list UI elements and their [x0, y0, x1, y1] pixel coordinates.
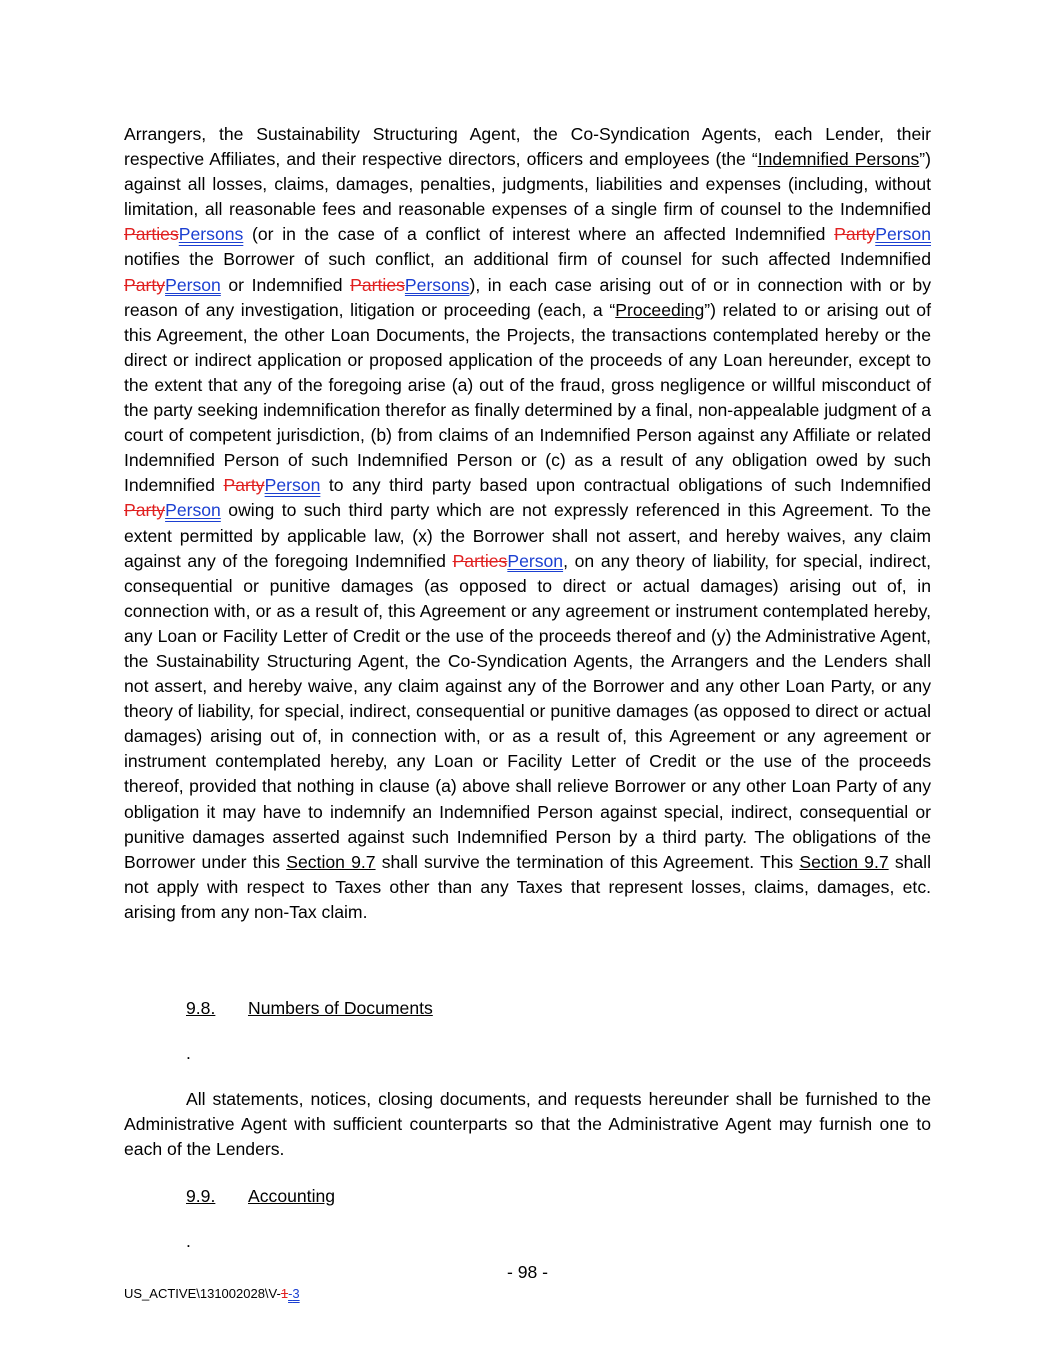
body-text: Arrangers, the Sustainability Structuring Agent, the Co-Syndication Agents, each Lender, their respective Affiliates, and their respective directors, officers and employees (the “ [124, 124, 931, 170]
inserted-text: Person [264, 475, 321, 496]
inserted-text: Person [507, 550, 564, 571]
body-text: (or in the case of a conflict of interest where an affected Indemnified [243, 224, 835, 245]
body-text: owing to such third party which are not expressly referenced in this Agreement. To the extent permitted by applicable law, (x) the Borrower shall not assert, and hereby waives, any claim against any of the foregoing Indemnified [124, 500, 931, 571]
document-id-footer [124, 1286, 300, 1301]
indemnification-paragraph [124, 122, 931, 925]
inserted-text: Person [165, 500, 221, 521]
defined-term: Proceeding [615, 299, 705, 320]
doc-id-dash: - [288, 1286, 293, 1301]
body-text: shall survive the termination of this Agreement. This [375, 851, 800, 872]
defined-term: Section 9.7 [286, 851, 376, 872]
documents-paragraph: All statements, notices, closing documents, and requests hereunder shall be furnished to the Administrative Agent with sufficient counterparts so that the Administrative Agent may furnish one to each of the Lenders. [124, 1089, 931, 1160]
deleted-text: Parties [124, 224, 179, 245]
inserted-text: Person [875, 224, 931, 245]
page-number: - 98 - [506, 1262, 549, 1282]
body-text: ”) related to or arising out of this Agreement, the other Loan Documents, the Projects, the transactions contemplated hereby or the direct or indirect application or proposed application of the proceeds of any Loan hereunder, except to the extent that any of the foregoing arise (a) out of the fraud, gross negligence or willful misconduct of the party seeking indemnification therefor as finally determined by a final, non-appealable judgment of a court of competent jurisdiction, (b) from claims of an Indemnified Person against any Affiliate or related Indemnified Person of such Indemnified Person or (c) as a result of any obligation owed by such Indemnified [124, 299, 931, 496]
defined-term: Indemnified Persons [757, 149, 920, 170]
deleted-text: Party [124, 274, 166, 295]
deleted-text: Party [124, 500, 166, 521]
body-text: ”) against all losses, claims, damages, penalties, judgments, liabilities and expenses (including, without limitation, all reasonable fees and reasonable expenses of a single firm of counsel to the Indemnified [124, 149, 932, 220]
deleted-text: Parties [350, 274, 405, 295]
doc-id-prefix: US_ACTIVE\131002028\V- [124, 1286, 281, 1301]
section-title: Accounting [248, 1186, 336, 1206]
body-text: , on any theory of liability, for special, indirect, consequential or punitive damages (as opposed to direct or actual damages) arising out of, in connection with, or as a result of, this Agreement or any agreement or instrument contemplated hereby, any Loan or Facility Letter of Credit or the use of the proceeds thereof and (y) the Administrative Agent, the Sustainability Structuring Agent, the Co-Syndication Agents, the Arrangers and the Lenders shall not assert, and hereby waive, any claim against any of the Borrower and any other Loan Party, or any theory of liability, for special, indirect, consequential or punitive damages (as opposed to direct or actual damages) arising out of, in connection with, or as a result of, this Agreement or any agreement or instrument contemplated hereby, any Loan or Facility Letter of Credit or the use of the proceeds thereof, provided that nothing in clause (a) above shall relieve Borrower or any other Loan Party of any obligation it may have to indemnify an Indemnified Person against special, indirect, consequential or punitive damages asserted against such Indemnified Person by a third party. The obligations of the Borrower under this [124, 550, 931, 872]
body-text: to any third party based upon contractual obligations of such Indemnified [320, 475, 931, 496]
section-title: Numbers of Documents [248, 998, 433, 1018]
section-dot: . [186, 1231, 191, 1251]
section-number: 9.8. [186, 998, 216, 1018]
body-text: shall not apply with respect to Taxes other than any Taxes that represent losses, claims, damages, etc. arising from any non-Tax claim. [124, 851, 932, 922]
doc-id-deleted-version: 1 [280, 1286, 289, 1301]
doc-id-inserted-version: 3 [292, 1286, 300, 1301]
section-heading-9-8 [186, 996, 433, 1021]
inserted-text: Person [165, 274, 221, 295]
body-text: or Indemnified [220, 274, 351, 295]
deleted-text: Party [223, 475, 265, 496]
document-page [124, 122, 931, 925]
deleted-text: Party [834, 224, 876, 245]
body-text: ), in each case arising out of or in connection with or by reason of any investigation, litigation or proceeding (each, a “ [124, 274, 931, 320]
section-number: 9.9. [186, 1186, 216, 1206]
body-text: notifies the Borrower of such conflict, an additional firm of counsel for such affected Indemnified [124, 249, 931, 270]
section-heading-9-9 [186, 1184, 335, 1209]
inserted-text: Persons [178, 224, 244, 245]
defined-term: Section 9.7 [799, 851, 889, 872]
inserted-text: Persons [404, 274, 470, 295]
section-dot: . [186, 1043, 191, 1063]
deleted-text: Parties [452, 550, 508, 571]
